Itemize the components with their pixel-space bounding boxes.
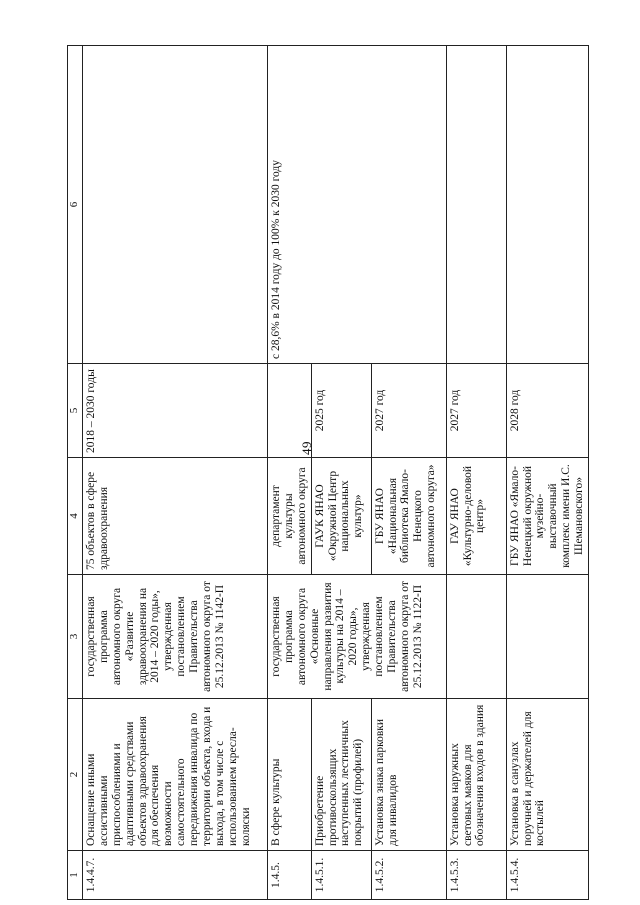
- measure-name: Установка знака парковки для инвалидов: [371, 699, 446, 851]
- table-row: [446, 46, 506, 900]
- result-cell: [506, 46, 588, 364]
- row-number: 1.4.5.4.: [506, 851, 588, 900]
- column-header-2: 2: [68, 699, 83, 851]
- row-number: 1.4.4.7.: [83, 851, 268, 900]
- executor-cell: 75 объектов в сфере здравоохранения: [83, 458, 268, 575]
- column-header-6: 6: [68, 46, 83, 364]
- term-cell: 2027 год: [371, 364, 446, 458]
- table-frame: [67, 45, 585, 900]
- column-header-4: 4: [68, 458, 83, 575]
- term-cell: 2018 – 2030 годы: [83, 364, 268, 458]
- program-cell: государственная программа автономного округа «Основные направления развития культуры на 2014 – 2020 годы», утвержденная постановлением Правительства автономного округа от 25.12.2013 № 1122-П: [268, 575, 447, 699]
- term-cell: 2025 год: [311, 364, 371, 458]
- measure-name: Оснащение иными ассистивными приспособлениями и адаптивными средствами объектов здравоохранения для обеспечения возможности самостоятельного передвижения инвалида по территории объекта, входа и выхода, в том числе с использованием кресла-коляски: [83, 699, 268, 851]
- program-cell: государственная программа автономного округа «Развитие здравоохранения на 2014 – 2020 годы», утвержденная постановлением Правительства автономного округа от 25.12.2013 № 1142-П: [83, 575, 268, 699]
- column-header-5: 5: [68, 364, 83, 458]
- row-number: 1.4.5.: [268, 851, 312, 900]
- term-cell: 2028 год: [506, 364, 588, 458]
- program-cell: [506, 575, 588, 699]
- result-cell: с 28,6% в 2014 году до 100% к 2030 году: [268, 46, 447, 364]
- column-header-3: 3: [68, 575, 83, 699]
- table-row: [268, 46, 312, 900]
- row-number: 1.4.5.2.: [371, 851, 446, 900]
- measure-name: Приобретение противоскользящих наступенных лестничных покрытий (профилей): [311, 699, 371, 851]
- column-header-1: 1: [68, 851, 83, 900]
- term-cell: [268, 364, 312, 458]
- page-number: 49: [299, 441, 314, 455]
- executor-cell: департамент культуры автономного округа: [268, 458, 312, 575]
- executor-cell: ГАУК ЯНАО «Окружной Центр национальных культур»: [311, 458, 371, 575]
- measure-name: Установка в санузлах поручней и держателей для костылей: [506, 699, 588, 851]
- executor-cell: ГБУ ЯНАО «Ямало-Ненецкий окружной музейно-выставочный комплекс имени И.С. Шемановского»: [506, 458, 588, 575]
- result-cell: [83, 46, 268, 364]
- row-number: 1.4.5.3.: [446, 851, 506, 900]
- term-cell: 2027 год: [446, 364, 506, 458]
- result-cell: [446, 46, 506, 364]
- executor-cell: ГАУ ЯНАО «Культурно-деловой центр»: [446, 458, 506, 575]
- executor-cell: ГБУ ЯНАО «Национальная библиотека Ямало-Ненецкого автономного округа»: [371, 458, 446, 575]
- row-number: 1.4.5.1.: [311, 851, 371, 900]
- table-row: [506, 46, 588, 900]
- measures-table: [67, 45, 589, 900]
- measure-name: Установка наружных световых маяков для обозначения входов в здания: [446, 699, 506, 851]
- column-number-row: [68, 46, 83, 900]
- table-row: [83, 46, 268, 900]
- program-cell: [446, 575, 506, 699]
- measure-name: В сфере культуры: [268, 699, 312, 851]
